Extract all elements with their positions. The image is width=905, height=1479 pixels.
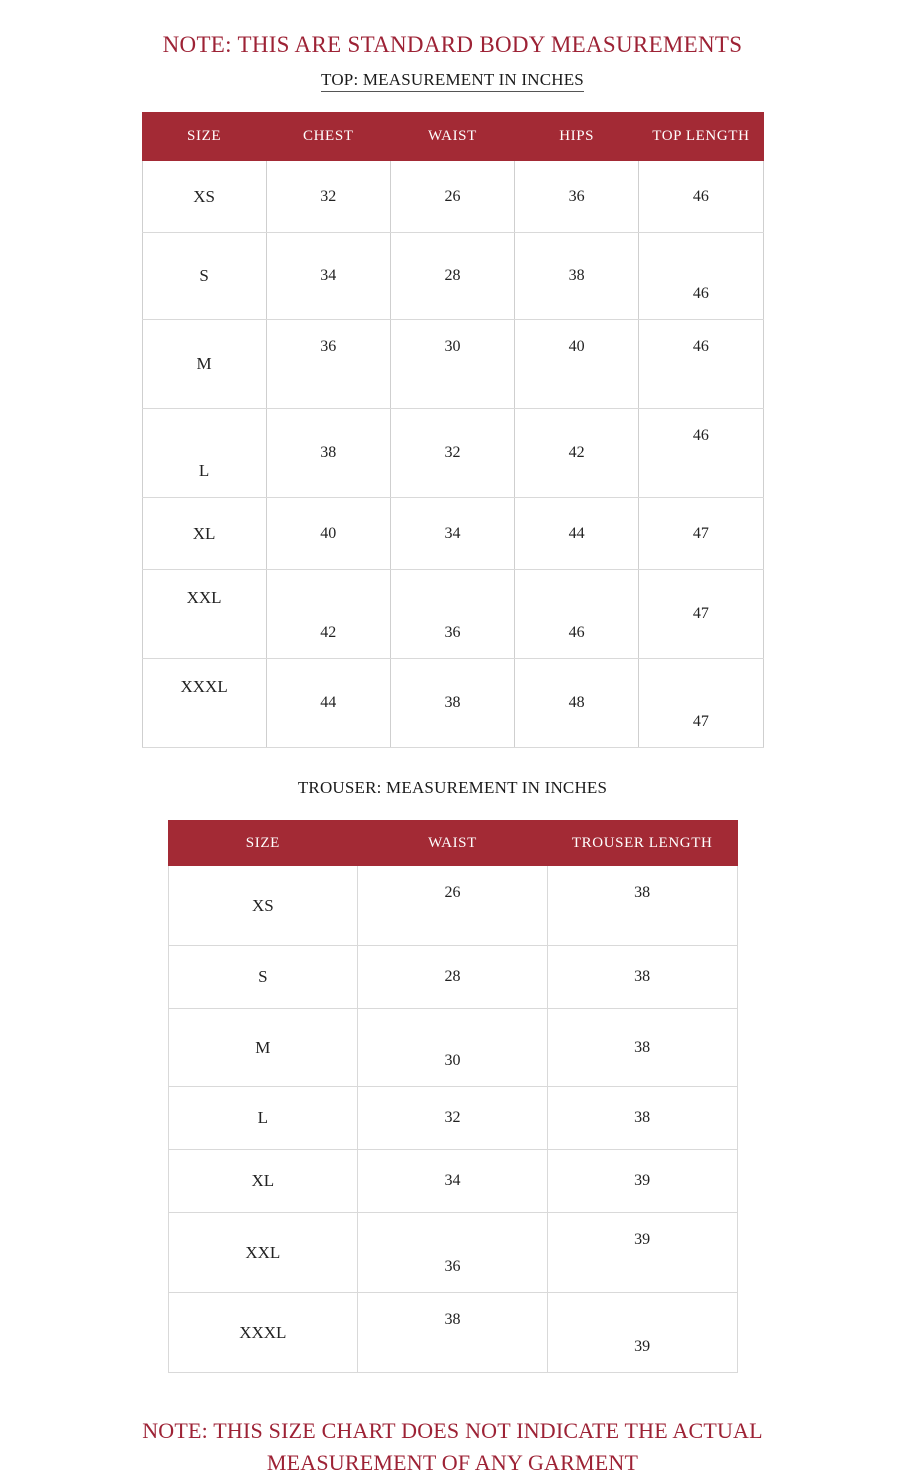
note-bottom <box>53 1415 853 1479</box>
cell-waist: 38 <box>358 1293 548 1373</box>
cell-size: M <box>168 1009 358 1087</box>
cell-waist: 38 <box>390 659 514 748</box>
cell-waist: 30 <box>358 1009 548 1087</box>
column-header-size: SIZE <box>168 821 358 866</box>
cell-top-length: 47 <box>639 570 763 659</box>
column-header-chest: CHEST <box>266 113 390 161</box>
cell-size: S <box>142 233 266 320</box>
cell-size: M <box>142 320 266 409</box>
top-section-subtitle-text: TOP: MEASUREMENT IN INCHES <box>321 70 584 92</box>
table-row <box>168 1150 737 1213</box>
cell-chest: 32 <box>266 161 390 233</box>
cell-trouser-length: 38 <box>547 1009 737 1087</box>
table-row <box>168 1293 737 1373</box>
cell-top-length: 47 <box>639 659 763 748</box>
table-row <box>142 570 763 659</box>
cell-size: XL <box>142 498 266 570</box>
note-bottom-line2: MEASUREMENT OF ANY GARMENT <box>266 1449 639 1475</box>
table-header-row <box>142 113 763 161</box>
cell-size: XXXL <box>168 1293 358 1373</box>
table-row <box>168 1087 737 1150</box>
cell-size: XS <box>168 866 358 946</box>
table-row <box>168 1213 737 1293</box>
cell-chest: 42 <box>266 570 390 659</box>
cell-size: XXXL <box>142 659 266 748</box>
cell-waist: 32 <box>390 409 514 498</box>
cell-waist: 36 <box>358 1213 548 1293</box>
size-chart-page <box>0 32 905 1475</box>
column-header-waist: WAIST <box>358 821 548 866</box>
note-bottom-line1: NOTE: THIS SIZE CHART DOES NOT INDICATE THE ACTUAL <box>142 1418 763 1443</box>
cell-trouser-length: 39 <box>547 1150 737 1213</box>
trouser-section-subtitle: TROUSER: MEASUREMENT IN INCHES <box>297 778 608 797</box>
cell-waist: 26 <box>358 866 548 946</box>
note-top: NOTE: THIS ARE STANDARD BODY MEASUREMENTS <box>162 32 743 57</box>
cell-size: XXL <box>168 1213 358 1293</box>
cell-size: XXL <box>142 570 266 659</box>
cell-trouser-length: 38 <box>547 1087 737 1150</box>
cell-waist: 36 <box>390 570 514 659</box>
table-row <box>168 946 737 1009</box>
cell-hips: 46 <box>515 570 639 659</box>
table-row <box>142 409 763 498</box>
cell-top-length: 47 <box>639 498 763 570</box>
cell-top-length: 46 <box>639 409 763 498</box>
top-section-subtitle <box>0 70 905 90</box>
cell-waist: 30 <box>390 320 514 409</box>
cell-size: XL <box>168 1150 358 1213</box>
cell-chest: 44 <box>266 659 390 748</box>
table-row <box>168 866 737 946</box>
column-header-hips: HIPS <box>515 113 639 161</box>
cell-hips: 38 <box>515 233 639 320</box>
table-row <box>168 1009 737 1087</box>
cell-waist: 32 <box>358 1087 548 1150</box>
cell-chest: 40 <box>266 498 390 570</box>
cell-hips: 40 <box>515 320 639 409</box>
cell-size: S <box>168 946 358 1009</box>
column-header-size: SIZE <box>142 113 266 161</box>
table-header-row <box>168 821 737 866</box>
table-row <box>142 320 763 409</box>
cell-hips: 44 <box>515 498 639 570</box>
table-row <box>142 659 763 748</box>
top-measurement-table <box>142 112 764 748</box>
cell-top-length: 46 <box>639 320 763 409</box>
table-row <box>142 233 763 320</box>
cell-hips: 36 <box>515 161 639 233</box>
cell-trouser-length: 38 <box>547 946 737 1009</box>
cell-chest: 38 <box>266 409 390 498</box>
cell-size: XS <box>142 161 266 233</box>
column-header-trouser-length: TROUSER LENGTH <box>547 821 737 866</box>
cell-trouser-length: 38 <box>547 866 737 946</box>
cell-chest: 34 <box>266 233 390 320</box>
cell-size: L <box>142 409 266 498</box>
cell-waist: 28 <box>358 946 548 1009</box>
cell-waist: 28 <box>390 233 514 320</box>
column-header-waist: WAIST <box>390 113 514 161</box>
table-row <box>142 498 763 570</box>
cell-waist: 34 <box>390 498 514 570</box>
cell-top-length: 46 <box>639 233 763 320</box>
cell-trouser-length: 39 <box>547 1293 737 1373</box>
cell-top-length: 46 <box>639 161 763 233</box>
cell-hips: 42 <box>515 409 639 498</box>
cell-waist: 34 <box>358 1150 548 1213</box>
column-header-top-length: TOP LENGTH <box>639 113 763 161</box>
cell-hips: 48 <box>515 659 639 748</box>
cell-waist: 26 <box>390 161 514 233</box>
table-row <box>142 161 763 233</box>
trouser-measurement-table <box>168 820 738 1373</box>
cell-size: L <box>168 1087 358 1150</box>
cell-chest: 36 <box>266 320 390 409</box>
cell-trouser-length: 39 <box>547 1213 737 1293</box>
